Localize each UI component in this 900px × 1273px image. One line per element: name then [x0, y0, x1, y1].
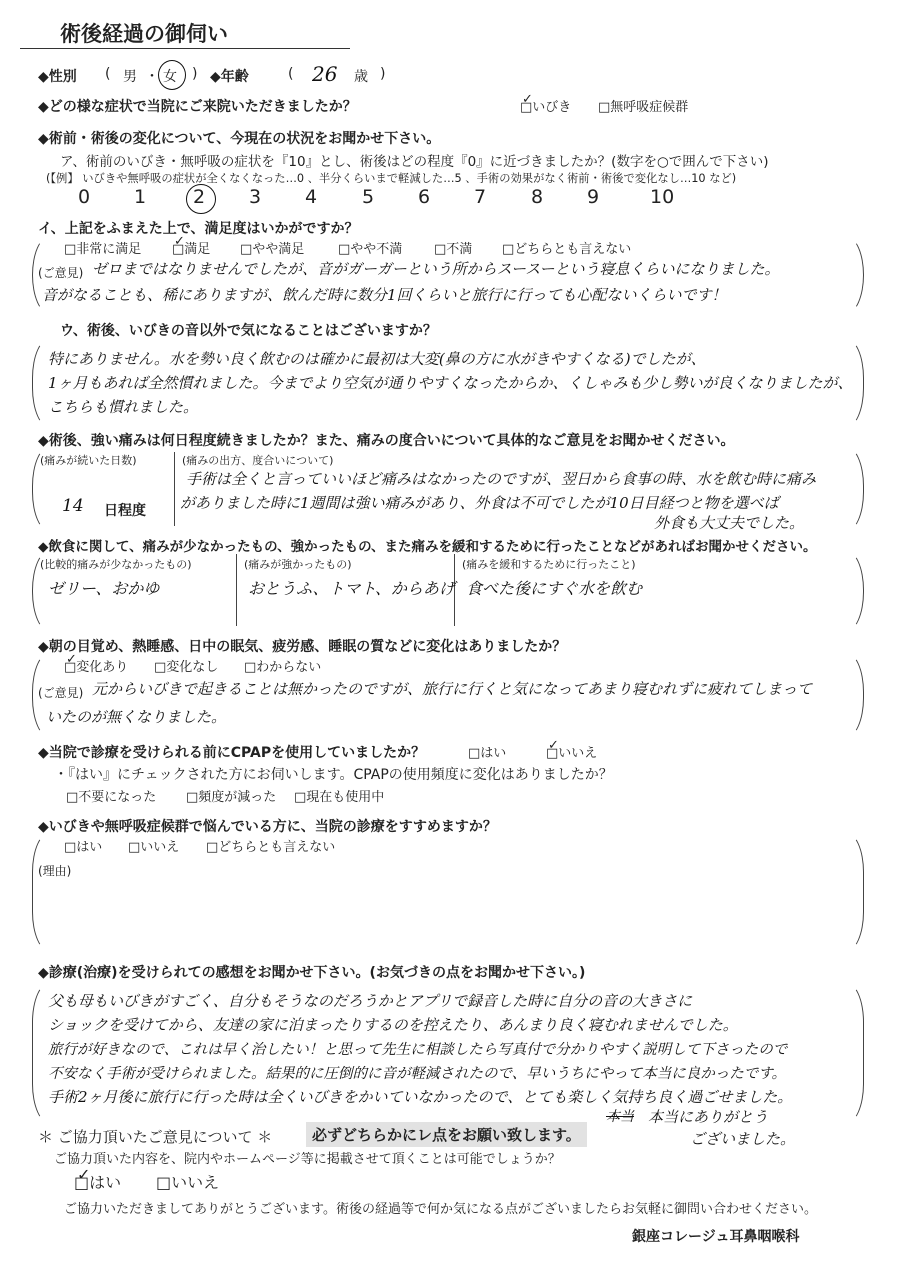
checkbox [66, 790, 78, 805]
gender-close: ) [192, 66, 198, 82]
sleep-opinion-label: (ご意見) [38, 686, 84, 700]
checkbox [468, 746, 480, 761]
checkbox [244, 660, 256, 675]
option-label: いいえ [558, 746, 598, 761]
sleep-answer-1[interactable]: 元からいびきで起きることは無かったのですが、旅行に行くと気になってあまり寝むれずに疲れてしまって [92, 680, 813, 698]
checkbox [128, 840, 140, 855]
checkbox [502, 242, 514, 257]
option-label: いびき [532, 100, 572, 115]
option-label: 頻度が減った [198, 790, 277, 805]
age-unit: 歳 [354, 69, 368, 85]
satisfaction-option-dis[interactable] [434, 238, 472, 257]
pain-degree-label: (痛みの出方、度合いについて) [182, 454, 334, 467]
impression-line-1[interactable]: 父も母もいびきがすごく、自分もそうなのだろうかとアプリで録音した時に自分の音の大きさに [48, 992, 693, 1010]
age-value[interactable]: 26 [312, 62, 338, 86]
satisfaction-answer-1[interactable]: ゼロまではなりませんでしたが、音がガーガーという所からスースーという寝息くらいになりました。 [92, 260, 780, 278]
other-heading: ウ、術後、いびきの音以外で気になることはございますか？ [60, 323, 437, 339]
age-open: ( [288, 66, 294, 82]
other-answer-1[interactable]: 特にありません。水を勢い良く飲むのは確かに最初は大変(鼻の方に水がきやすくなる)でしたが、 [48, 350, 706, 368]
scale-0[interactable]: 0 [78, 186, 91, 208]
option-label: 現在も使用中 [306, 790, 385, 805]
option-label: 不満 [446, 242, 473, 257]
satisfaction-opinion-label: (ご意見) [38, 266, 84, 280]
food-col3-label: (痛みを緩和するために行ったこと) [462, 558, 636, 571]
pain-days-label: (痛みが続いた日数) [40, 454, 137, 467]
checkbox [338, 242, 350, 257]
page-title: 術後経過の御伺い [60, 22, 228, 46]
sleep-heading: ◆朝の目覚め、熱睡感、日中の眠気、疲労感、睡眠の質などに変化はありましたか？ [38, 639, 567, 655]
food-col3-value[interactable]: 食べた後にすぐ水を飲む [466, 579, 643, 598]
food-col1-value[interactable]: ゼリー、おかゆ [48, 579, 160, 598]
option-label: 不要になった [78, 790, 157, 805]
age-close: ) [380, 66, 386, 82]
pain-answer-1[interactable]: 手術は全くと言っていいほど痛みはなかったのですが、翌日から食事の時、水を飲む時に痛み [186, 470, 817, 488]
checkbox [598, 100, 610, 115]
food-col1-label: (比較的痛みが少なかったもの) [40, 558, 192, 571]
consent-option-no[interactable] [156, 1170, 219, 1193]
checkbox [240, 242, 252, 257]
recommend-reason-label: (理由) [38, 864, 72, 878]
pain-divider [174, 452, 175, 526]
impression-line-3[interactable]: 旅行が好きなので、これは早く治したい！と思って先生に相談したら写真付で分かりやすく説明して下さったので [48, 1042, 788, 1058]
footer-thanks: ご協力いただきましてありがとうございます。術後の経過等で何か気になる点がございましたらお気軽に御問い合わせください。 [64, 1202, 817, 1217]
satisfaction-option-somewhat-dis[interactable] [338, 238, 402, 257]
cpap-sub-option-reduced[interactable] [186, 786, 276, 805]
cpap-option-yes[interactable] [468, 742, 506, 761]
recommend-option-yes[interactable] [64, 836, 102, 855]
consent-option-yes[interactable] [74, 1165, 122, 1193]
checkbox [64, 840, 76, 855]
impression-line-5[interactable]: 手術2ヶ月後に旅行に行った時は全くいびきをかいていなかったので、とても楽しく気持ち良く過ごせました。 [48, 1088, 793, 1106]
check-icon: ✓ [66, 652, 77, 667]
sleep-answer-2[interactable]: いたのが無くなりました。 [46, 708, 227, 726]
gender-label: ◆性別 [38, 69, 77, 85]
impression-thanks-1[interactable]: 本当にありがとう [648, 1108, 769, 1126]
change-heading: ◆術前・術後の変化について、今現在の状況をお聞かせ下さい。 [38, 131, 441, 147]
pain-heading: ◆術後、強い痛みは何日程度続きましたか？また、痛みの度合いについて具体的なご意見をお聞かせください。 [38, 433, 735, 449]
other-answer-2[interactable]: 1ヶ月もあれば全然慣れました。今までより空気が通りやすくなったからか、くしゃみも少し勢いが良くなりましたが、 [48, 374, 853, 392]
recommend-reason-field[interactable] [50, 880, 840, 940]
scale-3[interactable]: 3 [249, 186, 262, 208]
scale-1[interactable]: 1 [134, 186, 147, 208]
satisfaction-option-neutral[interactable] [502, 238, 631, 257]
clinic-name: 銀座コレージュ耳鼻咽喉科 [632, 1229, 800, 1245]
checkbox [206, 840, 218, 855]
food-col2-label: (痛みが強かったもの) [244, 558, 352, 571]
other-answer-3[interactable]: こちらも慣れました。 [48, 398, 199, 416]
option-label: やや満足 [252, 242, 305, 257]
option-label: はい [480, 746, 507, 761]
sleep-option-changed[interactable] [64, 652, 129, 675]
check-icon: ✓ [548, 738, 559, 753]
option-label: 変化あり [76, 660, 129, 675]
gender-dot: ・ [145, 69, 159, 85]
option-label: どちらとも言えない [218, 840, 336, 855]
checkbox [186, 790, 198, 805]
scale-4[interactable]: 4 [305, 186, 318, 208]
cpap-sub-option-still[interactable] [294, 786, 384, 805]
gender-female[interactable]: 女 [163, 69, 177, 85]
symptom-question: ◆どの様な症状で当院にご来院いただきましたか？ [38, 99, 357, 115]
change-example: (【例】 いびきや無呼吸の症状が全くなくなった…0 、半分くらいまで軽減した…5 、手術の効果がなく術前・術後で変化なし…10 など) [46, 172, 737, 185]
check-icon: ✓ [522, 92, 533, 107]
symptom-option-apnea[interactable] [598, 96, 688, 115]
option-label: いいえ [140, 840, 180, 855]
option-label: 無呼吸症候群 [610, 100, 689, 115]
satisfaction-answer-2[interactable]: 音がなることも、稀にありますが、飲んだ時に数分1回くらいと旅行に行っても心配ないくらいです！ [42, 286, 727, 304]
check-icon: ✓ [77, 1165, 91, 1184]
recommend-heading: ◆いびきや無呼吸症候群で悩んでいる方に、当院の診療をすすめますか？ [38, 819, 497, 835]
consent-question: ご協力頂いた内容を、院内やホームページ等に掲載させて頂くことは可能でしょうか？ [54, 1152, 561, 1167]
satisfaction-option-somewhat[interactable] [240, 238, 304, 257]
consent-title: ＊ ご協力頂いたご意見について ＊ [38, 1128, 273, 1146]
pain-days-unit: 日程度 [104, 503, 146, 519]
cpap-sub-option-unneeded[interactable] [66, 786, 156, 805]
checkbox [434, 242, 446, 257]
option-label: 満足 [184, 242, 211, 257]
consent-emphasis: 必ずどちらかにレ点をお願い致します。 [306, 1122, 587, 1147]
food-heading: ◆飲食に関して、痛みが少なかったもの、強かったもの、また痛みを緩和するために行ったことなどがあればお聞かせください。 [38, 539, 817, 555]
change-question-a: ア、術前のいびき・無呼吸の症状を『10』とし、術後はどの程度『0』に近づきましたか？(数字を○で囲んで下さい) [60, 154, 769, 170]
pain-answer-3[interactable]: 外食も大丈夫でした。 [654, 514, 805, 532]
pain-days-value[interactable]: 14 [62, 496, 84, 516]
title-underline [20, 48, 350, 49]
recommend-option-neutral[interactable] [206, 836, 335, 855]
food-col2-value[interactable]: おとうふ、トマト、からあげ [248, 579, 455, 598]
checkbox [294, 790, 306, 805]
cpap-sub-question: ・『はい』にチェックされた方にお伺いします。CPAPの使用頻度に変化はありましたか？ [54, 767, 613, 783]
option-label: はい [76, 840, 103, 855]
scale-selected-circle [186, 184, 216, 214]
option-label: 変化なし [166, 660, 219, 675]
scale-7[interactable]: 7 [474, 186, 487, 208]
impression-heading: ◆診療(治療)を受けられての感想をお聞かせ下さい。(お気づきの点をお聞かせ下さい。) [38, 965, 586, 981]
option-label: いいえ [171, 1173, 220, 1192]
sleep-option-unchanged[interactable] [154, 656, 218, 675]
scale-2[interactable]: 2 [193, 186, 206, 208]
option-label: はい [89, 1173, 122, 1192]
gender-open: ( [105, 66, 111, 82]
impression-struck: 本当 [606, 1109, 634, 1125]
impression-thanks-2[interactable]: ございました。 [690, 1130, 796, 1148]
option-label: 非常に満足 [76, 242, 142, 257]
change-scale [78, 186, 718, 212]
scale-8[interactable]: 8 [531, 186, 544, 208]
checkbox [156, 1173, 171, 1192]
scale-6[interactable]: 6 [418, 186, 431, 208]
option-label: どちらとも言えない [514, 242, 632, 257]
checkbox [154, 660, 166, 675]
cpap-heading: ◆当院で診療を受けられる前にCPAPを使用していましたか？ [38, 745, 426, 761]
scale-10[interactable]: 10 [650, 186, 675, 208]
check-icon: ✓ [174, 234, 185, 249]
scale-5[interactable]: 5 [362, 186, 375, 208]
satisfaction-heading: イ、上記をふまえた上で、満足度はいかがですか？ [38, 221, 359, 237]
pain-answer-2[interactable]: がありました時に1週間は強い痛みがあり、外食は不可でしたが10日目経つと物を選べば [180, 494, 779, 512]
recommend-option-no[interactable] [128, 836, 179, 855]
symptom-option-snoring[interactable] [520, 92, 572, 115]
satisfaction-option-very[interactable] [64, 238, 141, 257]
age-label: ◆年齢 [210, 69, 249, 85]
option-label: わからない [256, 660, 322, 675]
food-divider-1 [236, 554, 237, 626]
scale-9[interactable]: 9 [587, 186, 600, 208]
checkbox [64, 242, 76, 257]
option-label: やや不満 [350, 242, 403, 257]
cpap-option-no[interactable] [546, 738, 598, 761]
sleep-option-unknown[interactable] [244, 656, 321, 675]
impression-line-2[interactable]: ショックを受けてから、友達の家に泊まったりするのを控えたり、あんまり良く寝むれませんでした。 [48, 1016, 738, 1034]
satisfaction-option-satisfied[interactable] [172, 234, 211, 257]
impression-line-4[interactable]: 不安なく手術が受けられました。結果的に圧倒的に音が軽減されたので、早いうちにやって本当に良かったです。 [48, 1066, 787, 1082]
gender-male: 男 [123, 69, 137, 85]
